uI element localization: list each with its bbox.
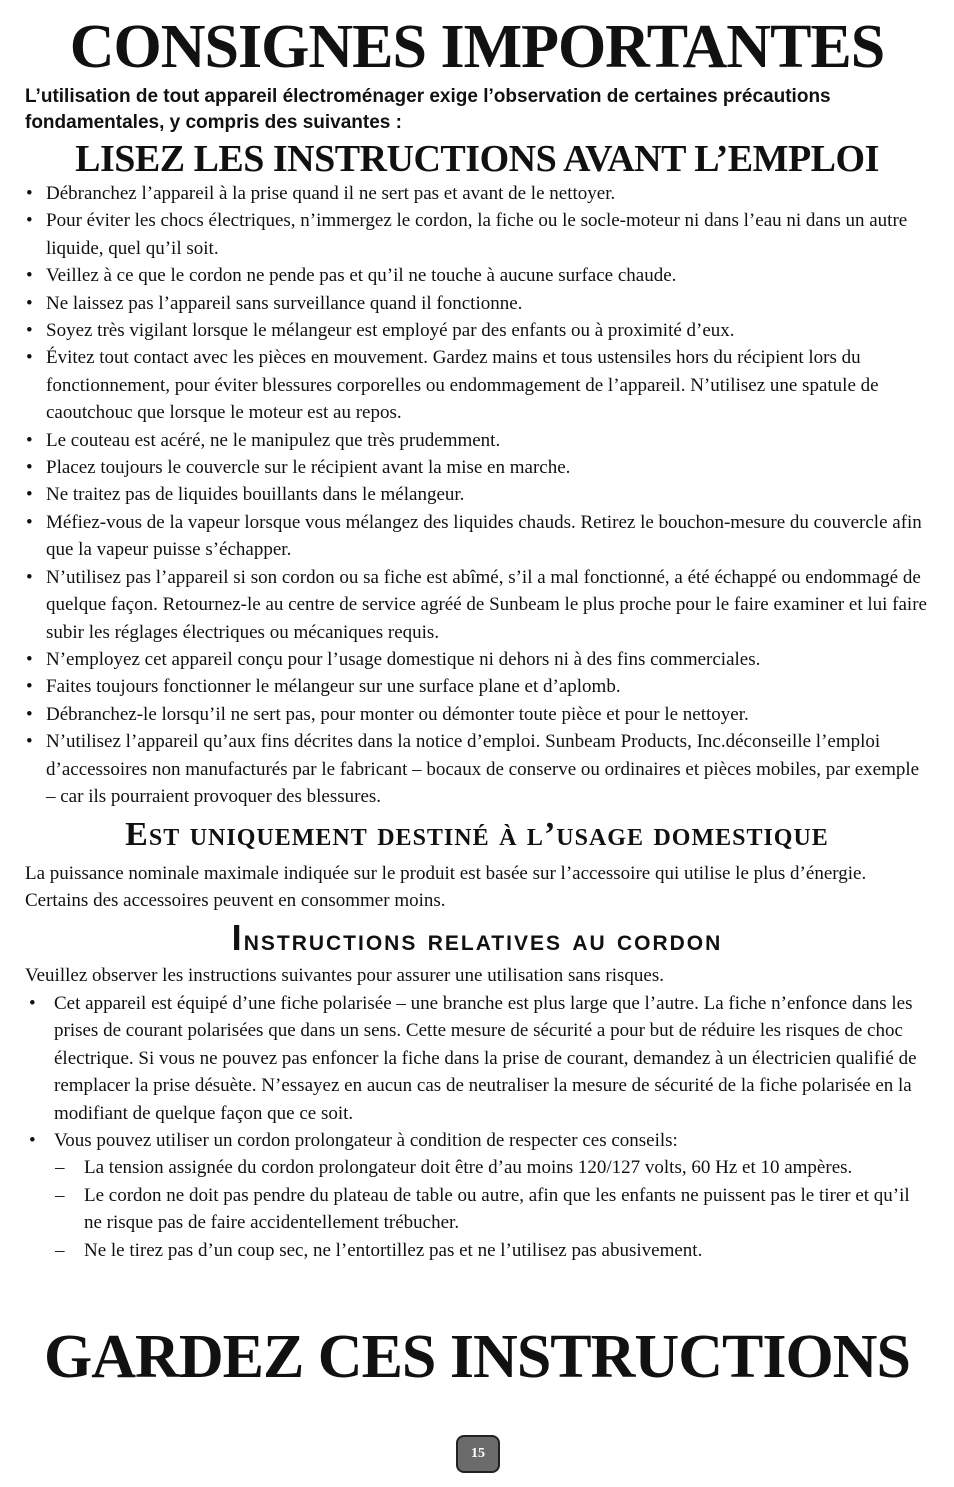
list-item: • Débranchez-le lorsqu’il ne sert pas, pour monter ou démonter toute pièce et pour le nettoyer. xyxy=(25,701,930,728)
heading-rest: st uniquement destiné à l’usage domestique xyxy=(148,816,829,853)
page-number-badge: 15 xyxy=(456,1435,500,1473)
list-item: • N’utilisez pas l’appareil si son cordon ou sa fiche est abîmé, s’il a mal fonctionné, a été échappé ou endommagé de quelque façon. Retournez-le au centre de service agréé de Sunbeam le plus proche pour le faire examiner et lui faire subir les réglages électriques ou mécaniques requis. xyxy=(25,564,930,646)
read-instructions-heading: LISEZ LES INSTRUCTIONS AVANT L’EMPLOI xyxy=(75,138,879,180)
heading-initial: E xyxy=(125,816,149,853)
list-item-text: Vous pouvez utiliser un cordon prolongateur à condition de respecter ces conseils: xyxy=(54,1130,678,1152)
list-item: • N’utilisez l’appareil qu’aux fins décrites dans la notice d’emploi. Sunbeam Products, Inc.déconseille l’emploi d’accessoires non manufacturés par le fabricant – bocaux de conserve ou ordinaires et pièces mobiles, par exemple – car ils pourraient provoquer des blessures. xyxy=(25,728,930,810)
sub-list-item: – Le cordon ne doit pas pendre du plateau de table ou autre, afin que les enfants ne puissent pas le tirer et qu’il ne risque pas de faire accidentellement trébucher. xyxy=(54,1182,930,1237)
list-item: • Ne laissez pas l’appareil sans surveillance quand il fonctionne. xyxy=(25,290,930,317)
safety-list xyxy=(25,180,930,810)
list-item: • Évitez tout contact avec les pièces en mouvement. Gardez mains et tous ustensiles hors du récipient lors du fonctionnement, pour éviter blessures corporelles ou endommagement de l’appareil. N’utilisez une spatule de caoutchouc que lorsque le moteur est au repos. xyxy=(25,344,930,426)
footer-title: GARDEZ CES INSTRUCTIONS xyxy=(44,1323,910,1391)
heading-initial: I xyxy=(231,917,244,958)
cord-list xyxy=(25,990,930,1264)
list-item: • Méfiez-vous de la vapeur lorsque vous mélangez des liquides chauds. Retirez le bouchon-mesure du couvercle afin que la vapeur puisse s’échapper. xyxy=(25,509,930,564)
list-item: • N’employez cet appareil conçu pour l’usage domestique ni dehors ni à des fins commerciales. xyxy=(25,646,930,673)
list-item xyxy=(25,1127,930,1264)
list-item: • Ne traitez pas de liquides bouillants dans le mélangeur. xyxy=(25,481,930,508)
intro-text: L’utilisation de tout appareil électroménager exige l’observation de certaines précautions fondamentales, y compris des suivantes : xyxy=(25,86,831,133)
list-item: • Soyez très vigilant lorsque le mélangeur est employé par des enfants ou à proximité d’eux. xyxy=(25,317,930,344)
sub-list-item: – Ne le tirez pas d’un coup sec, ne l’entortillez pas et ne l’utilisez pas abusivement. xyxy=(54,1237,930,1264)
list-item: • Veillez à ce que le cordon ne pende pas et qu’il ne touche à aucune surface chaude. xyxy=(25,262,930,289)
sub-list-item: – La tension assignée du cordon prolongateur doit être d’au moins 120/127 volts, 60 Hz et 10 ampères. xyxy=(54,1154,930,1181)
cord-instructions-heading xyxy=(0,917,954,958)
extension-cord-sublist xyxy=(54,1154,930,1264)
household-use-text: La puissance nominale maximale indiquée sur le produit est basée sur l’accessoire qui utilise le plus d’énergie. Certains des accessoires peuvent en consommer moins. xyxy=(25,863,867,912)
list-item-text: Cet appareil est équipé d’une fiche polarisée – une branche est plus large que l’autre. La fiche n’enfonce dans les prises de courant polarisées que dans un sens. Cette mesure de sécurité a pour but de réduire les risques de choc électrique. Si vous ne pouvez pas enfoncer la fiche dans la prise de courant, demandez à un électricien qualifié de remplacer la prise désuète. N’essayez en aucun cas de neutraliser la mesure de sécurité de la fiche polarisée en la modifiant de quelque façon que ce soit. xyxy=(54,993,917,1124)
list-item xyxy=(25,990,930,1127)
list-item: • Placez toujours le couvercle sur le récipient avant la mise en marche. xyxy=(25,454,930,481)
list-item: • Pour éviter les chocs électriques, n’immergez le cordon, la fiche ou le socle-moteur ni dans l’eau ni dans un autre liquide, quel qu’il soit. xyxy=(25,207,930,262)
heading-rest: nstructions relatives au cordon xyxy=(243,924,723,957)
list-item: • Débranchez l’appareil à la prise quand il ne sert pas et avant de le nettoyer. xyxy=(25,180,930,207)
cord-intro-text: Veuillez observer les instructions suivantes pour assurer une utilisation sans risques. xyxy=(25,965,665,986)
list-item: • Faites toujours fonctionner le mélangeur sur une surface plane et d’aplomb. xyxy=(25,673,930,700)
household-use-heading xyxy=(0,818,954,852)
page-title: CONSIGNES IMPORTANTES xyxy=(69,13,885,81)
list-item: • Le couteau est acéré, ne le manipulez que très prudemment. xyxy=(25,427,930,454)
